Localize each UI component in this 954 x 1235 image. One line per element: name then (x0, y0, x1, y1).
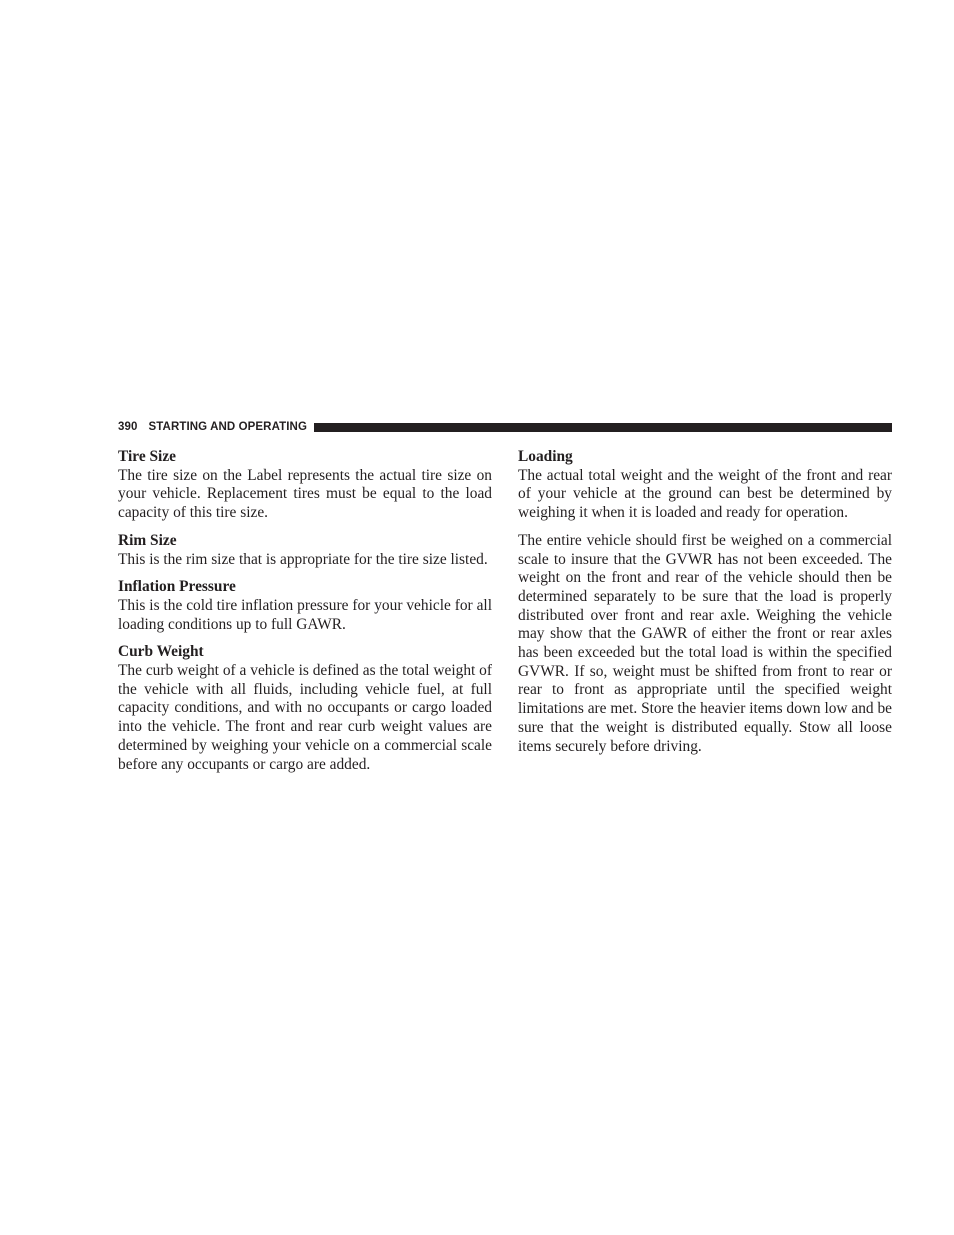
section-paragraph: This is the cold tire inflation pressure for your vehicle for all loading conditions up to full GAWR. (118, 596, 492, 633)
left-column (118, 448, 492, 783)
header-rule (314, 423, 892, 432)
section-loading (518, 448, 892, 756)
section-paragraph: The entire vehicle should first be weighed on a commercial scale to insure that the GVWR has not been exceeded. The weight on the front and rear of the vehicle should then be determined separately to be sure that the load is properly distributed over front and rear axle. Weighing the vehicle may show that the GAWR of either the front or rear axles has been exceeded but the total load is within the specified GVWR. If so, weight must be shifted from front to rear or rear to front as appropriate until the specified weight limitations are met. Store the heavier items down low and be sure that the weight is distributed equally. Stow all loose items securely before driving. (518, 531, 892, 755)
section-paragraph: This is the rim size that is appropriate for the tire size listed. (118, 550, 488, 568)
section-inflation-pressure (118, 578, 492, 634)
section-heading: Curb Weight (118, 643, 204, 661)
right-column (518, 448, 892, 765)
section-heading: Tire Size (118, 448, 176, 465)
section-heading: Loading (518, 448, 573, 465)
section-rim-size (118, 532, 492, 569)
section-heading: Rim Size (118, 531, 177, 549)
section-heading: Inflation Pressure (118, 578, 236, 596)
section-curb-weight (118, 643, 492, 774)
section-title: STARTING AND OPERATING (148, 421, 308, 433)
section-paragraph: The actual total weight and the weight of the front and rear of your vehicle at the ground can best be determined by weighing it when it is loaded and ready for operation. (518, 466, 892, 522)
section-paragraph: The tire size on the Label represents the actual tire size on your vehicle. Replacement tires must be equal to the load capacity of this tire size. (118, 466, 492, 522)
section-paragraph: The curb weight of a vehicle is defined as the total weight of the vehicle with all fluids, including vehicle fuel, at full capacity conditions, and with no occupants or cargo loaded into the vehicle. The front and rear curb weight values are determined by weighing your vehicle on a commercial scale before any occupants or cargo are added. (118, 662, 492, 773)
page-header (118, 420, 892, 434)
page-number: 390 (118, 421, 138, 433)
section-tire-size (118, 448, 492, 523)
